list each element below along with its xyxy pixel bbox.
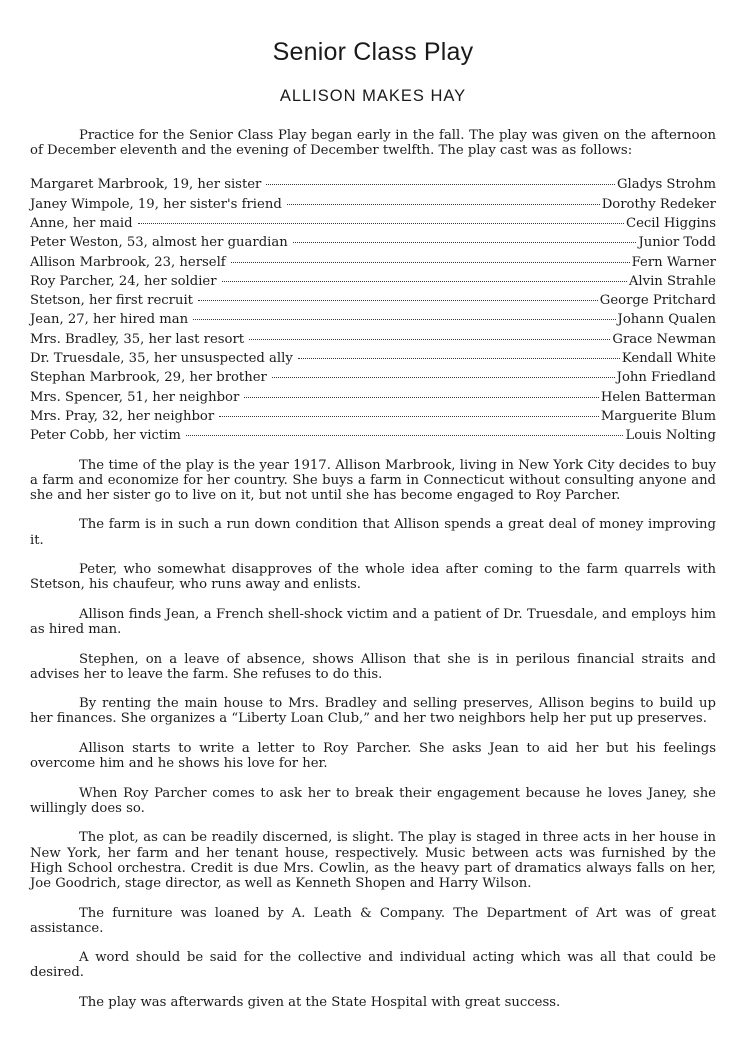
- cast-actor: Kendall White: [621, 351, 716, 367]
- cast-row: [30, 426, 716, 445]
- cast-role: Anne, her maid: [30, 216, 133, 231]
- dot-leader: [222, 281, 627, 282]
- dot-leader: [193, 319, 615, 320]
- intro-paragraph: Practice for the Senior Class Play began early in the fall. The play was given on the afternoon of December eleventh and the evening of December twelfth. The play cast was as follows:: [30, 128, 716, 159]
- story-paragraph: The time of the play is the year 1917. Allison Marbrook, living in New York City decides to buy a farm and economize for her country. She buys a farm in Connecticut without consulting anyone and she and her sister go to live on it, but not until she has become engaged to Roy Parcher.: [30, 457, 716, 503]
- cast-row: [30, 368, 716, 387]
- cast-actor: Junior Todd: [638, 235, 716, 251]
- cast-actor: Alvin Strahle: [628, 273, 716, 289]
- cast-row: [30, 253, 716, 272]
- cast-role: Jean, 27, her hired man: [30, 312, 189, 328]
- cast-actor: Marguerite Blum: [600, 408, 716, 424]
- cast-role: Mrs. Pray, 32, her neighbor: [30, 408, 215, 424]
- story-paragraph: By renting the main house to Mrs. Bradley and selling preserves, Allison begins to build up her finances. She organizes a “Liberty Loan Club,” and her two neighbors help her put up preserves.: [30, 696, 716, 727]
- cast-row: [30, 214, 716, 233]
- cast-actor: Johann Qualen: [617, 312, 716, 328]
- cast-row: [30, 310, 716, 329]
- dot-leader: [244, 397, 599, 398]
- dot-leader: [198, 300, 598, 301]
- cast-list: [30, 175, 716, 445]
- cast-row: [30, 330, 716, 349]
- story-paragraph: Allison finds Jean, a French shell-shock victim and a patient of Dr. Truesdale, and employs him as hired man.: [30, 606, 716, 638]
- cast-role: Stephan Marbrook, 29, her brother: [30, 370, 267, 386]
- dot-leader: [138, 223, 624, 224]
- dot-leader: [293, 242, 637, 243]
- story-paragraph: Stephen, on a leave of absence, shows Allison that she is in perilous financial straits and advises her to leave the farm. She refuses to do this.: [30, 651, 716, 682]
- cast-role: Peter Cobb, her victim: [30, 428, 181, 444]
- dot-leader: [266, 184, 615, 185]
- cast-actor: George Pritchard: [599, 293, 716, 309]
- dot-leader: [298, 358, 620, 359]
- cast-row: [30, 233, 716, 252]
- cast-role: Roy Parcher, 24, her soldier: [30, 273, 217, 289]
- cast-row: [30, 407, 716, 426]
- story-paragraph: The farm is in such a run down condition that Allison spends a great deal of money improving it.: [30, 517, 716, 548]
- story-paragraph: The furniture was loaned by A. Leath & Company. The Department of Art was of great assistance.: [30, 905, 716, 936]
- cast-actor: Grace Newman: [612, 331, 716, 347]
- cast-actor: Helen Batterman: [600, 389, 716, 405]
- cast-row: [30, 175, 716, 194]
- cast-actor: Louis Nolting: [625, 428, 716, 444]
- cast-actor: Fern Warner: [631, 254, 716, 270]
- dot-leader: [287, 204, 600, 205]
- cast-actor: Dorothy Redeker: [601, 196, 716, 212]
- cast-role: Dr. Truesdale, 35, her unsuspected ally: [30, 351, 293, 367]
- cast-row: [30, 291, 716, 310]
- dot-leader: [231, 262, 630, 263]
- page-title: Senior Class Play: [272, 38, 474, 66]
- dot-leader: [249, 339, 610, 340]
- cast-role: Peter Weston, 53, almost her guardian: [30, 235, 288, 251]
- cast-row: [30, 349, 716, 368]
- story-paragraph: A word should be said for the collective and individual acting which was all that could be desired.: [30, 950, 716, 981]
- cast-role: Janey Wimpole, 19, her sister's friend: [30, 196, 282, 212]
- story-paragraph: Allison starts to write a letter to Roy Parcher. She asks Jean to aid her but his feelings overcome him and he shows his love for her.: [30, 740, 716, 772]
- cast-role: Mrs. Bradley, 35, her last resort: [30, 331, 245, 347]
- story-paragraph: The play was afterwards given at the State Hospital with great success.: [79, 994, 561, 1010]
- dot-leader: [219, 416, 599, 417]
- cast-row: [30, 195, 716, 214]
- cast-actor: John Friedland: [616, 370, 716, 386]
- cast-row: [30, 272, 716, 291]
- cast-row: [30, 388, 716, 407]
- cast-role: Mrs. Spencer, 51, her neighbor: [30, 389, 240, 405]
- dot-leader: [272, 377, 615, 378]
- story-paragraph: Peter, who somewhat disapproves of the whole idea after coming to the farm quarrels with Stetson, his chaufeur, who runs away and enlists.: [30, 562, 716, 593]
- dot-leader: [186, 435, 624, 436]
- cast-role: Allison Marbrook, 23, herself: [30, 254, 226, 270]
- cast-role: Margaret Marbrook, 19, her sister: [30, 177, 262, 193]
- cast-actor: Cecil Higgins: [626, 216, 716, 231]
- cast-role: Stetson, her first recruit: [30, 293, 193, 309]
- story-paragraph: When Roy Parcher comes to ask her to break their engagement because he loves Janey, she willingly does so.: [30, 785, 716, 816]
- play-title: ALLISON MAKES HAY: [279, 87, 467, 105]
- story-paragraph: The plot, as can be readily discerned, is slight. The play is staged in three acts in her house in New York, her farm and her tenant house, respectively. Music between acts was furnished by the High School orchestra. Credit is due Mrs. Cowlin, as the heavy part of dramatics always falls on her, Joe Goodrich, stage director, as well as Kenneth Shopen and Harry Wilson.: [30, 830, 716, 891]
- cast-actor: Gladys Strohm: [616, 177, 716, 193]
